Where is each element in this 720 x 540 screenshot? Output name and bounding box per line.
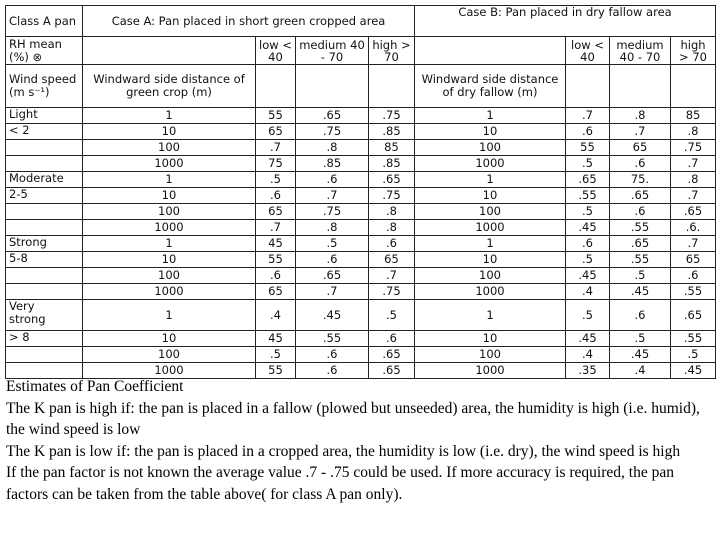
case-b-low-cell: .5 [566,252,610,268]
case-b-high-cell: 65 [671,252,716,268]
case-b-fetch-cell: 1 [415,300,566,331]
case-a-fetch-cell: 1 [83,300,256,331]
case-b-fetch-cell: 10 [415,252,566,268]
case-a-medium-cell: .55 [296,331,369,347]
class-label-cell: Class A pan [6,6,83,37]
wind-zone-line: Light [9,107,38,121]
case-b-low-cell: .55 [566,188,610,204]
case-b-medium-cell: 65 [610,140,671,156]
case-b-medium-cell: .65 [610,188,671,204]
case-b-high-cell: .55 [671,284,716,300]
case-b-medium-cell: .45 [610,347,671,363]
case-a-high-cell: .6 [369,331,415,347]
case-a-low-cell: .6 [256,268,296,284]
caption-high-condition: The K pan is high if: the pan is placed in a fallow (plowed but unseeded) area, the humidity is high (i.e. humid), the wind speed is low [6,399,700,438]
case-b-low-cell: .6 [566,124,610,140]
case-a-fetch-cell: 10 [83,188,256,204]
case-a-rh-low: low < 40 [256,37,296,65]
wind-zone-line: 5-8 [9,251,28,265]
case-b-high-cell: .75 [671,140,716,156]
table-row [6,268,716,284]
case-b-medium-cell: .45 [610,284,671,300]
case-b-high-cell: 85 [671,108,716,124]
case-a-medium-cell: .5 [296,236,369,252]
header-row-case [6,6,716,37]
case-a-medium-cell: .65 [296,108,369,124]
case-b-medium-cell: .8 [610,108,671,124]
wind-zone-line: > 8 [9,330,30,344]
case-a-low-cell: .6 [256,188,296,204]
case-b-medium-cell: .65 [610,236,671,252]
fetch-a-label-cell: Windward side distance of green crop (m) [83,65,256,108]
case-a-fetch-cell: 1 [83,172,256,188]
case-a-medium-cell: .6 [296,252,369,268]
case-b-rh-low: low < 40 [566,37,610,65]
case-a-high-cell: .75 [369,188,415,204]
case-b-fetch-cell: 1 [415,108,566,124]
case-b-high-cell: .6 [671,268,716,284]
case-b-low-cell: .4 [566,284,610,300]
table-row [6,140,716,156]
wind-zone-blank [6,284,83,300]
wind-zone-label [6,124,83,140]
blank-cell [610,65,671,108]
table-row [6,108,716,124]
wind-zone-line: 2-5 [9,187,28,201]
wind-speed-label-cell: Wind speed (m s⁻¹) [6,65,83,108]
case-b-low-cell: .45 [566,220,610,236]
table-row [6,252,716,268]
blank-cell [256,65,296,108]
case-b-high-cell: .5 [671,347,716,363]
case-a-medium-cell: .6 [296,347,369,363]
case-b-medium-cell: .6 [610,300,671,331]
case-b-fetch-cell: 1000 [415,363,566,379]
case-a-fetch-cell: 100 [83,140,256,156]
case-b-low-cell: .4 [566,347,610,363]
case-a-high-cell: .65 [369,363,415,379]
case-a-low-cell: .5 [256,172,296,188]
table-row [6,347,716,363]
case-b-low-cell: .45 [566,268,610,284]
case-a-fetch-cell: 1000 [83,156,256,172]
wind-zone-blank [6,140,83,156]
blank-cell [566,65,610,108]
case-b-low-cell: .6 [566,236,610,252]
header-row-rh [6,37,716,65]
table-row [6,331,716,347]
case-b-high-cell: .8 [671,172,716,188]
case-a-low-cell: 55 [256,108,296,124]
case-a-low-cell: 65 [256,124,296,140]
case-a-medium-cell: .75 [296,124,369,140]
table-row [6,220,716,236]
case-a-fetch-cell: 100 [83,268,256,284]
case-b-fetch-cell: 10 [415,188,566,204]
case-b-high-cell: .7 [671,236,716,252]
case-b-low-cell: .7 [566,108,610,124]
fetch-b-label-cell: Windward side distance of dry fallow (m) [415,65,566,108]
case-a-low-cell: 55 [256,252,296,268]
case-b-low-cell: 55 [566,140,610,156]
case-b-medium-cell: .55 [610,252,671,268]
caption-low-condition: The K pan is low if: the pan is placed in a cropped area, the humidity is low (i.e. dry), the wind speed is high [6,442,681,460]
wind-zone-line: Very [9,299,35,313]
table-row [6,236,716,252]
case-a-low-cell: 65 [256,284,296,300]
header-row-fetch [6,65,716,108]
wind-zone-label [6,236,83,252]
case-b-low-cell: .35 [566,363,610,379]
table-row [6,124,716,140]
case-b-medium-cell: .6 [610,156,671,172]
case-a-high-cell: .6 [369,236,415,252]
case-b-high-cell: .6. [671,220,716,236]
table-body [6,6,716,379]
caption-block [6,376,714,505]
case-b-high-cell: .7 [671,156,716,172]
case-b-medium-cell: .55 [610,220,671,236]
wind-zone-blank [6,268,83,284]
case-b-fetch-cell: 100 [415,268,566,284]
case-b-low-cell: .5 [566,204,610,220]
case-a-low-cell: .4 [256,300,296,331]
case-b-fetch-cell: 10 [415,331,566,347]
case-b-rh-high: high > 70 [671,37,716,65]
case-b-medium-cell: 75. [610,172,671,188]
case-b-high-cell: .65 [671,300,716,331]
case-a-medium-cell: .6 [296,172,369,188]
case-a-high-cell: .65 [369,172,415,188]
wind-zone-label [6,300,83,331]
table-row [6,204,716,220]
table-row [6,156,716,172]
wind-zone-label [6,172,83,188]
case-b-high-cell: .55 [671,331,716,347]
wind-zone-line: Moderate [9,171,64,185]
case-a-high-cell: .8 [369,204,415,220]
wind-zone-line: Strong [9,235,47,249]
case-b-fetch-cell: 1 [415,172,566,188]
case-a-fetch-cell: 10 [83,331,256,347]
table-row [6,188,716,204]
case-a-high-cell: .75 [369,108,415,124]
case-a-fetch-cell: 1000 [83,220,256,236]
case-a-fetch-cell: 100 [83,347,256,363]
wind-zone-line: strong [9,312,46,326]
case-b-medium-cell: .5 [610,331,671,347]
case-a-high-cell: .65 [369,347,415,363]
blank-cell [369,65,415,108]
table-row [6,284,716,300]
case-b-fetch-cell: 1000 [415,156,566,172]
caption-default-value: If the pan factor is not known the average value .7 - .75 could be used. If more accuracy is required, the pan factors can be taken from the table above( for class A pan only). [6,464,674,503]
wind-zone-label [6,188,83,204]
case-a-medium-cell: .7 [296,188,369,204]
case-b-low-cell: .65 [566,172,610,188]
case-a-medium-cell: .8 [296,220,369,236]
case-a-medium-cell: .6 [296,363,369,379]
case-a-high-cell: .8 [369,220,415,236]
case-b-fetch-cell: 1000 [415,220,566,236]
table-row [6,172,716,188]
case-a-medium-cell: .65 [296,268,369,284]
case-a-fetch-cell: 1000 [83,284,256,300]
case-b-fetch-cell: 1000 [415,284,566,300]
case-a-high-cell: .85 [369,124,415,140]
case-b-medium-cell: .6 [610,204,671,220]
case-a-medium-cell: .75 [296,204,369,220]
case-a-title: Case A: Pan placed in short green cropped area [83,6,415,37]
case-b-high-cell: .65 [671,204,716,220]
case-a-fetch-cell: 1000 [83,363,256,379]
case-b-low-cell: .5 [566,300,610,331]
case-b-fetch-cell: 10 [415,124,566,140]
case-b-fetch-cell: 100 [415,347,566,363]
wind-zone-blank [6,347,83,363]
case-a-fetch-cell: 100 [83,204,256,220]
case-a-high-cell: .5 [369,300,415,331]
blank-cell [671,65,716,108]
blank-cell [296,65,369,108]
case-b-rh-medium: medium 40 - 70 [610,37,671,65]
pan-coefficient-table [5,5,716,379]
case-b-high-cell: .45 [671,363,716,379]
case-a-fetch-cell: 1 [83,236,256,252]
case-b-high-cell: .7 [671,188,716,204]
case-b-title: Case B: Pan placed in dry fallow area [415,6,716,37]
wind-zone-line: < 2 [9,123,30,137]
case-a-low-cell: 55 [256,363,296,379]
case-a-high-cell: 65 [369,252,415,268]
blank-b-cell [415,37,566,65]
wind-zone-label [6,252,83,268]
case-a-medium-cell: .7 [296,284,369,300]
case-a-high-cell: .75 [369,284,415,300]
wind-zone-blank [6,220,83,236]
case-b-low-cell: .5 [566,156,610,172]
case-a-high-cell: .7 [369,268,415,284]
case-b-medium-cell: .5 [610,268,671,284]
case-a-low-cell: .7 [256,220,296,236]
case-a-medium-cell: .85 [296,156,369,172]
case-a-medium-cell: .45 [296,300,369,331]
case-a-low-cell: .5 [256,347,296,363]
case-a-low-cell: 65 [256,204,296,220]
case-b-fetch-cell: 1 [415,236,566,252]
case-a-medium-cell: .8 [296,140,369,156]
caption-title: Estimates of Pan Coefficient [6,378,184,395]
wind-zone-label [6,108,83,124]
case-a-low-cell: 45 [256,236,296,252]
case-a-rh-medium: medium 40 - 70 [296,37,369,65]
case-a-high-cell: .85 [369,156,415,172]
wind-zone-blank [6,156,83,172]
case-a-low-cell: 45 [256,331,296,347]
case-a-low-cell: 75 [256,156,296,172]
case-b-fetch-cell: 100 [415,204,566,220]
case-a-low-cell: .7 [256,140,296,156]
case-b-medium-cell: .4 [610,363,671,379]
blank-a-cell [83,37,256,65]
rh-label-cell: RH mean (%) ⊗ [6,37,83,65]
case-a-fetch-cell: 1 [83,108,256,124]
case-a-high-cell: 85 [369,140,415,156]
table-row [6,300,716,331]
case-b-low-cell: .45 [566,331,610,347]
case-a-rh-high: high > 70 [369,37,415,65]
case-b-high-cell: .8 [671,124,716,140]
case-a-fetch-cell: 10 [83,124,256,140]
wind-zone-label [6,331,83,347]
case-a-fetch-cell: 10 [83,252,256,268]
case-b-medium-cell: .7 [610,124,671,140]
case-b-fetch-cell: 100 [415,140,566,156]
wind-zone-blank [6,204,83,220]
